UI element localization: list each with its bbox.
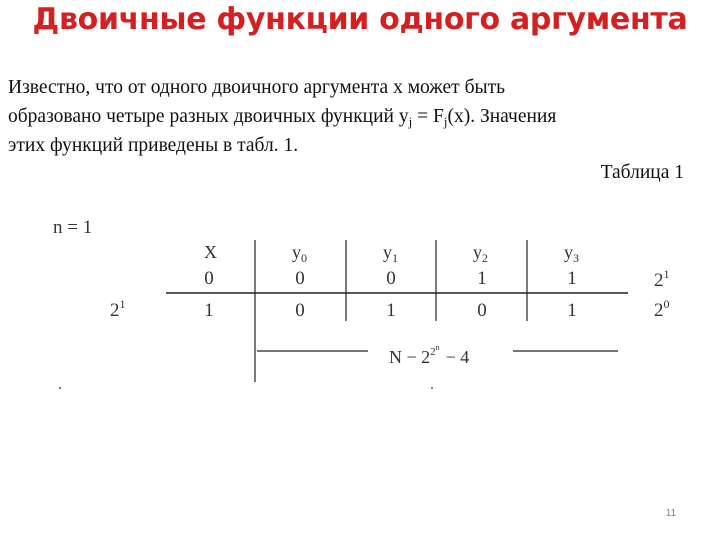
n-label: n = 1	[53, 217, 93, 238]
cell-r2-x: 1	[204, 300, 214, 321]
cell-r2-y3: 1	[567, 300, 577, 321]
formula: $N - 2^{2n} - 4$	[389, 343, 470, 367]
slide-title: Двоичные функции одного аргумента	[32, 2, 688, 37]
page-number: 11	[665, 508, 677, 519]
right-power-top: $2^1$	[654, 267, 670, 291]
right-power-bottom: $2^0$	[654, 297, 670, 321]
cell-r1-y2: 1	[477, 268, 487, 289]
scan-speck-left	[59, 387, 61, 389]
scan-speck-right	[431, 387, 433, 389]
header-x: X	[204, 242, 217, 262]
paragraph-line-2: образовано четыре разных двоичных функций $y_j = F_j(x)$. Значения	[8, 106, 557, 129]
cell-r2-y0: 0	[295, 300, 305, 321]
paragraph-line-3: этих функций приведены в табл. 1.	[8, 135, 299, 156]
table-caption: Таблица 1	[600, 162, 684, 183]
cell-r1-y1: 0	[386, 268, 396, 289]
paragraph-line-1: Известно, что от одного двоичного аргумента x может быть	[8, 77, 506, 98]
cell-r2-y2: 0	[477, 300, 487, 321]
cell-r1-y0: 0	[295, 268, 305, 289]
header-y2: $y_2$	[473, 242, 488, 265]
left-power-label: $2^1$	[110, 297, 126, 321]
cell-r1-x: 0	[204, 268, 214, 289]
header-y3: $y_3$	[564, 242, 579, 265]
header-y1: $y_1$	[383, 242, 398, 265]
cell-r1-y3: 1	[567, 268, 577, 289]
header-y0: $y_0$	[292, 242, 307, 265]
cell-r2-y1: 1	[386, 300, 396, 321]
